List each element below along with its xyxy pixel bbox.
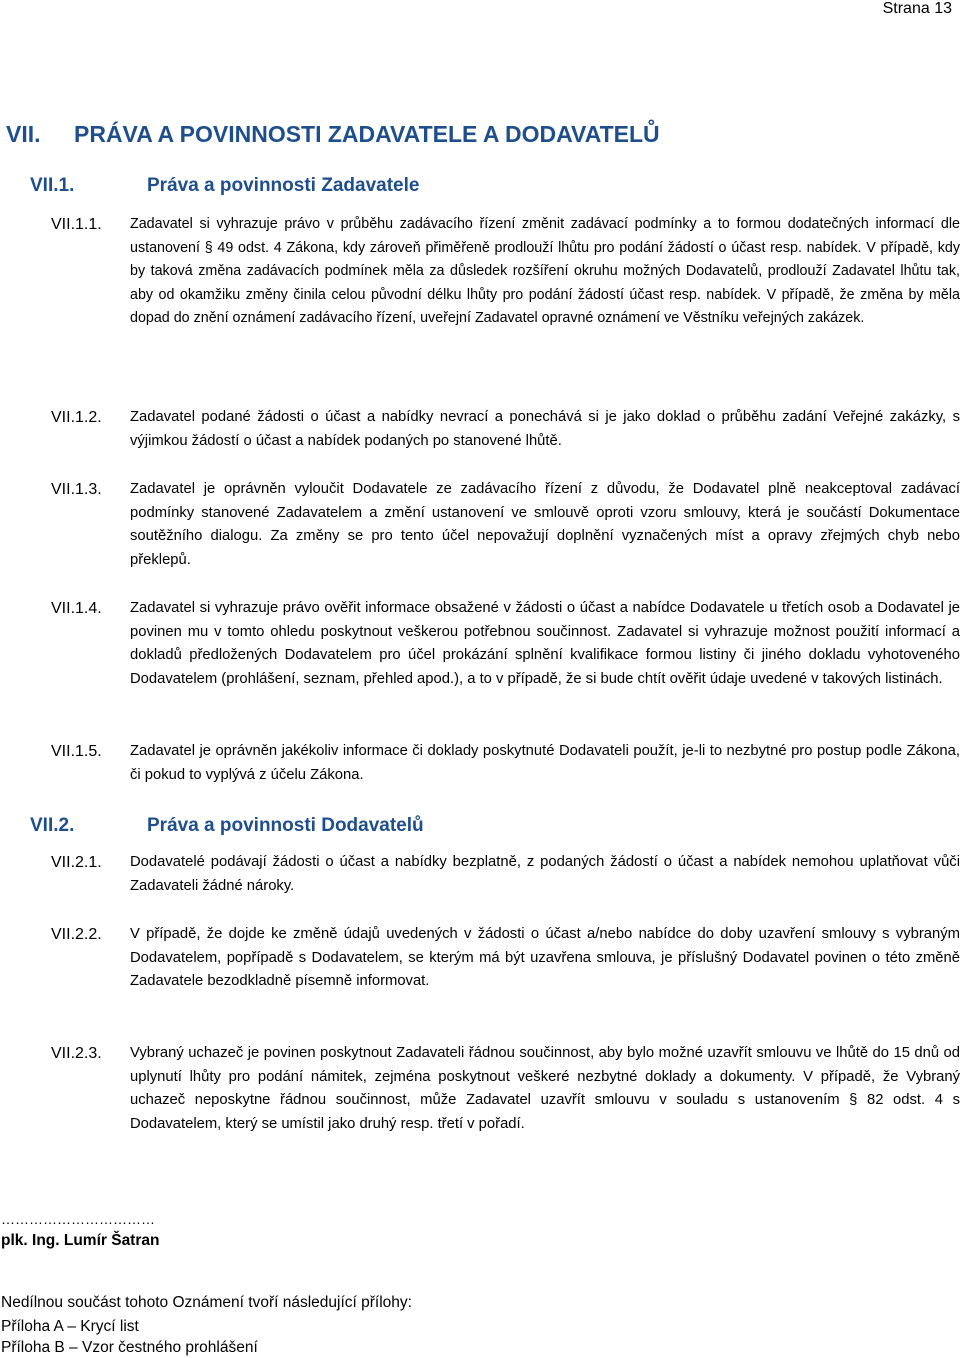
section-number: VII.2.: [30, 815, 75, 836]
clause-number: VII.1.3.: [51, 481, 102, 498]
clause-number: VII.1.2.: [51, 409, 102, 426]
section-number: VII.1.: [30, 175, 75, 196]
clause: [0, 213, 960, 331]
section-heading: [30, 175, 419, 197]
chapter-heading: [6, 121, 660, 148]
clause-text: Zadavatel si vyhrazuje právo v průběhu zadávacího řízení změnit zadávací podmínky a to formou dodatečných informací dle ustanovení § 49 odst. 4 Zákona, kdy zároveň přiměřeně prodlouží lhůtu pro podání žádostí o účast resp. nabídek. V případě, kdy by taková změna zadávacích podmínek měla za důsledek rozšíření okruhu možných Dodavatelů, prodlouží Zadavatel lhůtu tak, aby od okamžiku změny činila celou původní délku lhůty pro podání žádostí účast resp. nabídek. V případě, že změna by měla dopad do znění oznámení zadávacího řízení, uveřejní Zadavatel opravné oznámení ve Věstníku veřejných zakázek.: [130, 216, 960, 326]
annex-item: Příloha A – Krycí list: [1, 1318, 139, 1335]
clause: [0, 406, 960, 453]
annex-list: [1, 1316, 258, 1358]
annex-intro: Nedílnou součást tohoto Oznámení tvoří následující přílohy:: [1, 1294, 412, 1311]
clause: [0, 597, 960, 691]
clause: [0, 478, 960, 572]
clause: [0, 923, 960, 994]
clause-number: VII.2.3.: [51, 1045, 102, 1062]
section-heading: [30, 815, 424, 837]
section-title: Práva a povinnosti Dodavatelů: [147, 815, 424, 836]
clause-number: VII.2.1.: [51, 854, 102, 871]
clause-text: Zadavatel podané žádosti o účast a nabídky nevrací a ponechává si je jako doklad o průběhu zadání Veřejné zakázky, s výjimkou žádostí o účast a nabídek podaných po stanovené lhůtě.: [130, 409, 960, 449]
page-number: Strana 13: [882, 0, 952, 17]
clause-number: VII.1.4.: [51, 600, 102, 617]
clause-text: Dodavatelé podávají žádosti o účast a nabídky bezplatně, z podaných žádostí o účast a nabídek nemohou uplatňovat vůči Zadavateli žádné nároky.: [130, 854, 960, 894]
clause-number: VII.1.1.: [51, 216, 102, 233]
clause: [0, 1042, 960, 1136]
chapter-number: VII.: [6, 121, 41, 147]
annex-item: Příloha B – Vzor čestného prohlášení: [1, 1339, 258, 1356]
clause-text: Zadavatel je oprávněn vyloučit Dodavatele ze zadávacího řízení z důvodu, že Dodavatel plně neakceptoval zadávací podmínky stanovené Zadavatelem a změní ustanovení ve smlouvě oproti vzoru smlouvy, která je součástí Dokumentace soutěžního dialogu. Za změny se pro tento účel nepovažují doplnění vyznačených míst a opravy zřejmých chyb nebo překlepů.: [130, 481, 960, 568]
clause: [0, 851, 960, 898]
chapter-title: PRÁVA A POVINNOSTI ZADAVATELE A DODAVATELŮ: [74, 121, 660, 147]
clause-text: Vybraný uchazeč je povinen poskytnout Zadavateli řádnou součinnost, aby bylo možné uzavřít smlouvu ve lhůtě do 15 dnů od uplynutí lhůty pro podání námitek, zejména poskytnout veškeré nezbytné doklady a dokumenty. V případě, že Vybraný uchazeč neposkytne řádnou součinnost, může Zadavatel uzavřít smlouvu v souladu s ustanovením § 82 odst. 4 s Dodavatelem, který se umístil jako druhý resp. třetí v pořadí.: [130, 1045, 960, 1132]
clause-number: VII.1.5.: [51, 743, 102, 760]
signature-line: ……………………………: [1, 1211, 155, 1227]
clause-text: Zadavatel si vyhrazuje právo ověřit informace obsažené v žádosti o účast a nabídce Dodavatele u třetích osob a Dodavatel je povinen mu v tomto ohledu poskytnout veškerou potřebnou součinnost. Zadavatel si vyhrazuje možnost použití informací a dokladů předložených Dodavatelem pro účel prokázání splnění kvalifikace formou listiny či jiného dokladu vyhotoveného Dodavatelem (prohlášení, seznam, přehled apod.), a to v případě, že si bude chtít ověřit údaje uvedené v takových listinách.: [130, 600, 960, 687]
section-title: Práva a povinnosti Zadavatele: [147, 175, 420, 196]
clause: [0, 740, 960, 787]
clause-text: Zadavatel je oprávněn jakékoliv informace či doklady poskytnuté Dodavateli použít, je-li to nezbytné pro postup podle Zákona, či pokud to vyplývá z účelu Zákona.: [130, 743, 960, 783]
clause-text: V případě, že dojde ke změně údajů uvedených v žádosti o účast a/nebo nabídce do doby uzavření smlouvy s vybraným Dodavatelem, popřípadě s Dodavatelem, se kterým má být uzavřena smlouva, je příslušný Dodavatel povinen o této změně Zadavatele bezodkladně písemně informovat.: [130, 926, 960, 989]
signatory-name: plk. Ing. Lumír Šatran: [1, 1232, 160, 1249]
clause-number: VII.2.2.: [51, 926, 102, 943]
